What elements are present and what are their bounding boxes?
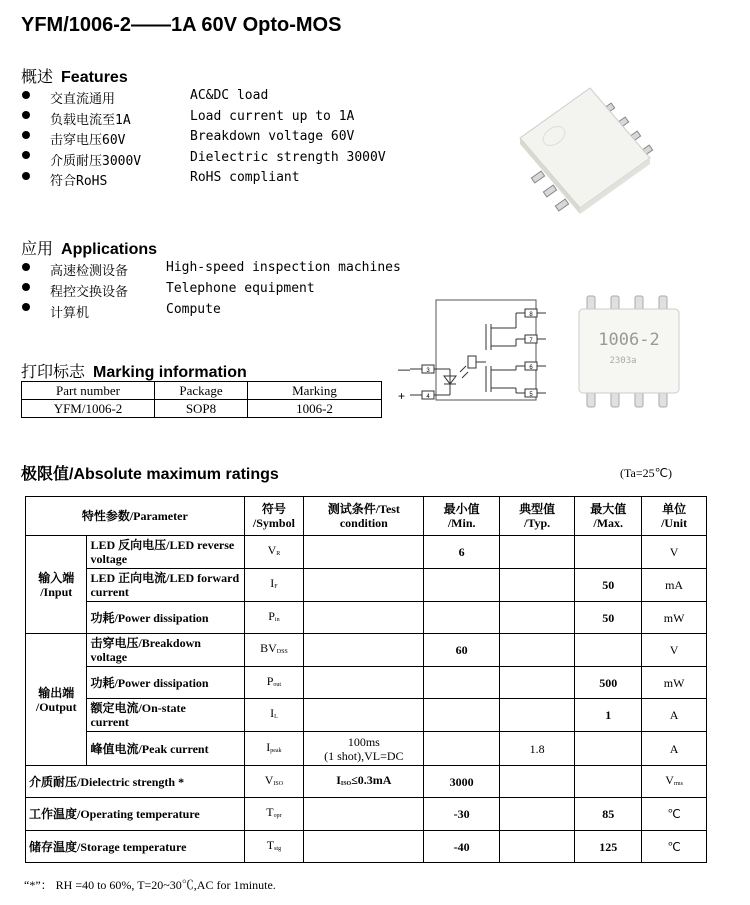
pin-label: 4 [426,394,430,400]
bullet-icon [22,303,30,311]
bullet-icon [22,111,30,119]
table-row: Part number Package Marking [22,382,382,400]
list-item [22,148,30,164]
ratings-heading: 极限值/Absolute maximum ratings [21,466,279,483]
bullet-icon [22,172,30,180]
features-heading: 概述 Features [21,67,128,86]
chip-date-code: 2303a [609,356,637,366]
table-row: 工作温度/Operating temperature $T_{opr}$ -30 85 ℃ [26,798,707,831]
bullet-icon [22,131,30,139]
table-row: 输出端 /Output 击穿电压/Breakdown voltage $BV_{DSS}$ 60 V [26,634,707,667]
pin-label: 6 [529,365,533,371]
circuit-schematic [396,298,556,412]
list-item [22,169,30,185]
pin-label: 8 [529,312,533,318]
table-row: YFM/1006-2 SOP8 1006-2 [22,400,382,418]
list-item [22,300,30,316]
list-item [22,128,30,144]
pin-label: 5 [529,392,533,398]
minus-label: — [398,362,410,376]
bullet-icon [22,151,30,159]
marking-table [21,381,382,418]
table-row: LED 正向电流/LED forward current $I_F$ 50 mA [26,569,707,602]
list-item [22,108,30,124]
bullet-icon [22,91,30,99]
table-row: 额定电流/On-state current $I_L$ 1 A [26,699,707,732]
ratings-table [25,496,707,863]
bullet-icon [22,283,30,291]
chip-isometric-image [510,78,660,218]
ratings-condition: (Ta=25℃) [620,466,673,480]
page-title: YFM/1006-2——1A 60V Opto-MOS [21,14,342,36]
plus-label: + [398,389,406,403]
table-row: 功耗/Power dissipation $P_{out}$ 500 mW [26,667,707,699]
chip-top-view-image [575,293,685,410]
table-row: 功耗/Power dissipation $P_{in}$ 50 mW [26,602,707,634]
table-row: 介质耐压/Dielectric strength * $V_{ISO}$ $I_{ISO}\le 0.3mA$ 3000 $V_{rms}$ [26,766,707,798]
group-label-output: 输出端 /Output [26,634,87,766]
applications-heading: 应用 Applications [21,239,158,258]
marking-heading: 打印标志 Marking information [21,362,247,381]
list-item [22,260,30,276]
chip-marking-text: 1006-2 [598,330,660,350]
group-label-input: 输入端 /Input [26,536,87,634]
table-row: 储存温度/Storage temperature $T_{stg}$ -40 125 ℃ [26,831,707,863]
table-row: 峰值电流/Peak current $I_{peak}$ 100ms (1 shot),VL=DC 1.8 A [26,732,707,766]
footnote: “*”： RH =40 to 60%, T=20~30℃,AC for 1minute. [24,878,276,892]
table-row: 特性参数/Parameter 符号 /Symbol 测试条件/Test condition 最小值 /Min. 典型值 /Typ. 最大值 /Max. 单位 /Unit [26,497,707,536]
pin-label: 3 [426,368,430,374]
pin-label: 7 [529,338,533,344]
bullet-icon [22,263,30,271]
list-item [22,88,30,104]
list-item [22,280,30,296]
table-row: 输入端 /Input LED 反向电压/LED reverse voltage $V_R$ 6 V [26,536,707,569]
